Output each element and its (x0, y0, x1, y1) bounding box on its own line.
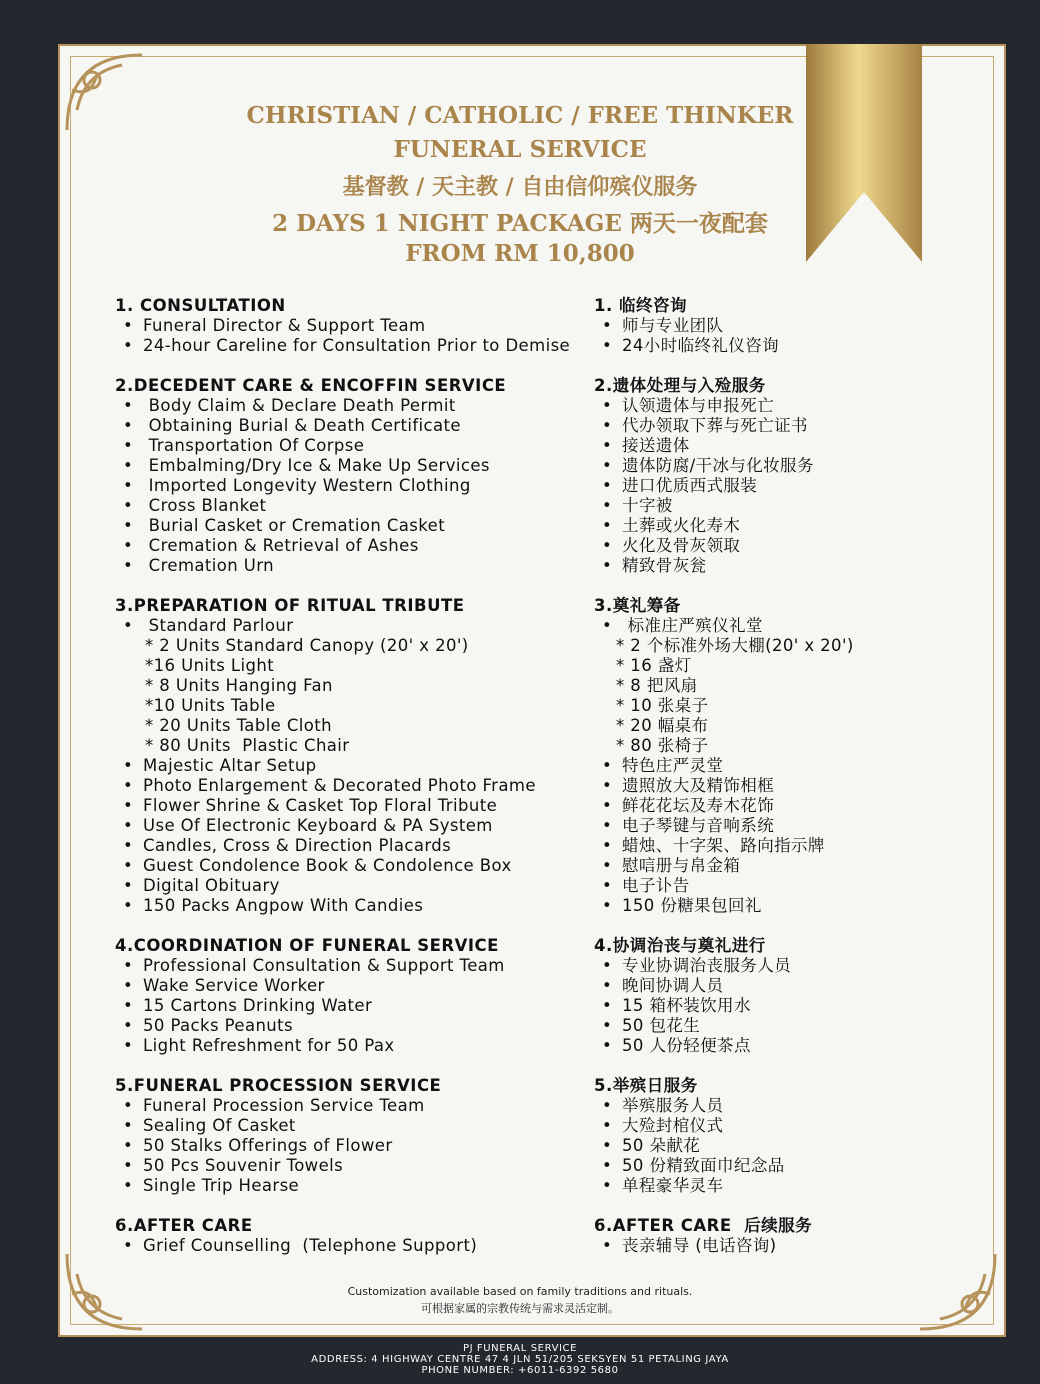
list-item: • Body Claim & Declare Death Permit (123, 396, 456, 415)
footer-address: ADDRESS: 4 HIGHWAY CENTRE 47 4 JLN 51/205 SEKSYEN 51 PETALING JAYA (311, 1354, 729, 1365)
list-item: • Guest Condolence Book & Condolence Box (123, 856, 512, 875)
list-item: • 火化及骨灰领取 (602, 536, 741, 555)
section-heading: 5.举殡日服务 (594, 1076, 698, 1095)
list-item: • 标准庄严殡仪礼堂 (602, 616, 763, 635)
sub-item: * 10 张桌子 (616, 696, 709, 715)
list-item: • 电子讣告 (602, 876, 690, 895)
section-heading: 6.AFTER CARE (115, 1216, 253, 1235)
customization-note-en: Customization available based on family traditions and rituals. (347, 1285, 693, 1298)
list-item: • Burial Casket or Cremation Casket (123, 516, 446, 535)
sub-item: * 20 幅桌布 (616, 716, 709, 735)
list-item: • Obtaining Burial & Death Certificate (123, 416, 461, 435)
sub-item: * 80 张椅子 (616, 736, 709, 755)
sub-item: *16 Units Light (145, 656, 275, 675)
list-item: • 丧亲辅导 (电话咨询) (602, 1236, 777, 1255)
list-item: • Funeral Procession Service Team (123, 1096, 425, 1115)
list-item: • 举殡服务人员 (602, 1096, 724, 1115)
list-item: • 50 人份轻便茶点 (602, 1036, 751, 1055)
list-item: • 单程豪华灵车 (602, 1176, 724, 1195)
list-item: • Transportation Of Corpse (123, 436, 365, 455)
list-item: • Standard Parlour (123, 616, 294, 635)
list-item: • Imported Longevity Western Clothing (123, 476, 471, 495)
list-item: • 土葬或火化寿木 (602, 516, 741, 535)
section-heading: 4.COORDINATION OF FUNERAL SERVICE (115, 936, 499, 955)
list-item: • 24小时临终礼仪咨询 (602, 336, 779, 355)
list-item: • Majestic Altar Setup (123, 756, 317, 775)
title-line-4: 2 DAYS 1 NIGHT PACKAGE 两天一夜配套 (272, 210, 768, 237)
list-item: • 150 Packs Angpow With Candies (123, 896, 424, 915)
list-item: • 精致骨灰瓮 (602, 556, 707, 575)
section-heading: 2.DECEDENT CARE & ENCOFFIN SERVICE (115, 376, 507, 395)
list-item: • 专业协调治丧服务人员 (602, 956, 791, 975)
list-item: • 遗体防腐/干冰与化妆服务 (602, 456, 814, 475)
title-line-1: CHRISTIAN / CATHOLIC / FREE THINKER (246, 102, 794, 129)
sub-item: *10 Units Table (145, 696, 276, 715)
sub-item: * 2 个标准外场大棚(20' x 20') (616, 636, 854, 655)
list-item: • 师与专业团队 (602, 316, 724, 335)
footer-company-name: PJ FUNERAL SERVICE (462, 1343, 578, 1354)
list-item: • 150 份糖果包回礼 (602, 896, 762, 915)
list-item: • 慰唁册与帛金箱 (602, 856, 741, 875)
list-item: • 50 份精致面巾纪念品 (602, 1156, 785, 1175)
english-column (115, 296, 585, 1256)
list-item: • Flower Shrine & Casket Top Floral Tribute (123, 796, 498, 815)
list-item: • Funeral Director & Support Team (123, 316, 426, 335)
sub-item: * 20 Units Table Cloth (145, 716, 333, 735)
list-item: • 接送遗体 (602, 436, 690, 455)
list-item: • 50 Pcs Souvenir Towels (123, 1156, 344, 1175)
title-line-2: FUNERAL SERVICE (393, 136, 647, 163)
list-item: • 50 Stalks Offerings of Flower (123, 1136, 393, 1155)
list-item: • 50 包花生 (602, 1016, 701, 1035)
sub-item: * 2 Units Standard Canopy (20' x 20') (145, 636, 469, 655)
footer-phone: PHONE NUMBER: +6011-6392 5680 (421, 1365, 619, 1376)
list-item: • 特色庄严灵堂 (602, 756, 724, 775)
list-item: • 晚间协调人员 (602, 976, 724, 995)
list-item: • 十字被 (602, 496, 673, 515)
chinese-column (594, 296, 894, 1256)
sub-item: * 16 盏灯 (616, 656, 692, 675)
corner-ornament-bottom-right-icon (910, 1244, 1000, 1334)
list-item: • 鲜花花坛及寿木花饰 (602, 796, 775, 815)
list-item: • 认领遗体与申报死亡 (602, 396, 775, 415)
list-item: • 大殓封棺仪式 (602, 1116, 724, 1135)
list-item: • Single Trip Hearse (123, 1176, 300, 1195)
list-item: • Embalming/Dry Ice & Make Up Services (123, 456, 490, 475)
list-item: • 15 箱杯装饮用水 (602, 996, 751, 1015)
section-heading: 4.协调治丧与奠礼进行 (594, 936, 766, 955)
section-heading: 2.遗体处理与入殓服务 (594, 376, 766, 395)
corner-ornament-bottom-left-icon (62, 1244, 152, 1334)
list-item: • 15 Cartons Drinking Water (123, 996, 373, 1015)
section-heading: 1. CONSULTATION (115, 296, 286, 315)
list-item: • 50 朵献花 (602, 1136, 701, 1155)
section-heading: 3.奠礼筹备 (594, 596, 681, 615)
list-item: • Photo Enlargement & Decorated Photo Frame (123, 776, 536, 795)
list-item: • Cremation Urn (123, 556, 275, 575)
list-item: • Professional Consultation & Support Team (123, 956, 505, 975)
list-item: • Light Refreshment for 50 Pax (123, 1036, 395, 1055)
sub-item: * 8 Units Hanging Fan (145, 676, 333, 695)
section-heading: 3.PREPARATION OF RITUAL TRIBUTE (115, 596, 465, 615)
list-item: • 代办领取下葬与死亡证书 (602, 416, 808, 435)
section-heading: 6.AFTER CARE 后续服务 (594, 1216, 813, 1235)
corner-ornament-top-left-icon (62, 50, 152, 140)
list-item: • 50 Packs Peanuts (123, 1016, 294, 1035)
list-item: • Use Of Electronic Keyboard & PA System (123, 816, 493, 835)
list-item: • 进口优质西式服装 (602, 476, 758, 495)
list-item: • 24-hour Careline for Consultation Prior to Demise (123, 336, 571, 355)
customization-note-zh: 可根据家属的宗教传统与需求灵活定制。 (421, 1302, 619, 1315)
list-item: • 电子琴键与音响系统 (602, 816, 775, 835)
title-line-3: 基督教 / 天主教 / 自由信仰殡仪服务 (342, 175, 698, 200)
list-item: • 蜡烛、十字架、路向指示牌 (602, 836, 825, 855)
sub-item: * 8 把风扇 (616, 676, 698, 695)
list-item: • Candles, Cross & Direction Placards (123, 836, 452, 855)
section-heading: 1. 临终咨询 (594, 296, 687, 315)
list-item: • Digital Obituary (123, 876, 280, 895)
title-price: FROM RM 10,800 (405, 240, 635, 267)
list-item: • 遗照放大及精饰相框 (602, 776, 775, 795)
list-item: • Grief Counselling (Telephone Support) (123, 1236, 478, 1255)
list-item: • Wake Service Worker (123, 976, 325, 995)
list-item: • Cremation & Retrieval of Ashes (123, 536, 419, 555)
sub-item: * 80 Units Plastic Chair (145, 736, 350, 755)
list-item: • Sealing Of Casket (123, 1116, 296, 1135)
list-item: • Cross Blanket (123, 496, 267, 515)
section-heading: 5.FUNERAL PROCESSION SERVICE (115, 1076, 442, 1095)
